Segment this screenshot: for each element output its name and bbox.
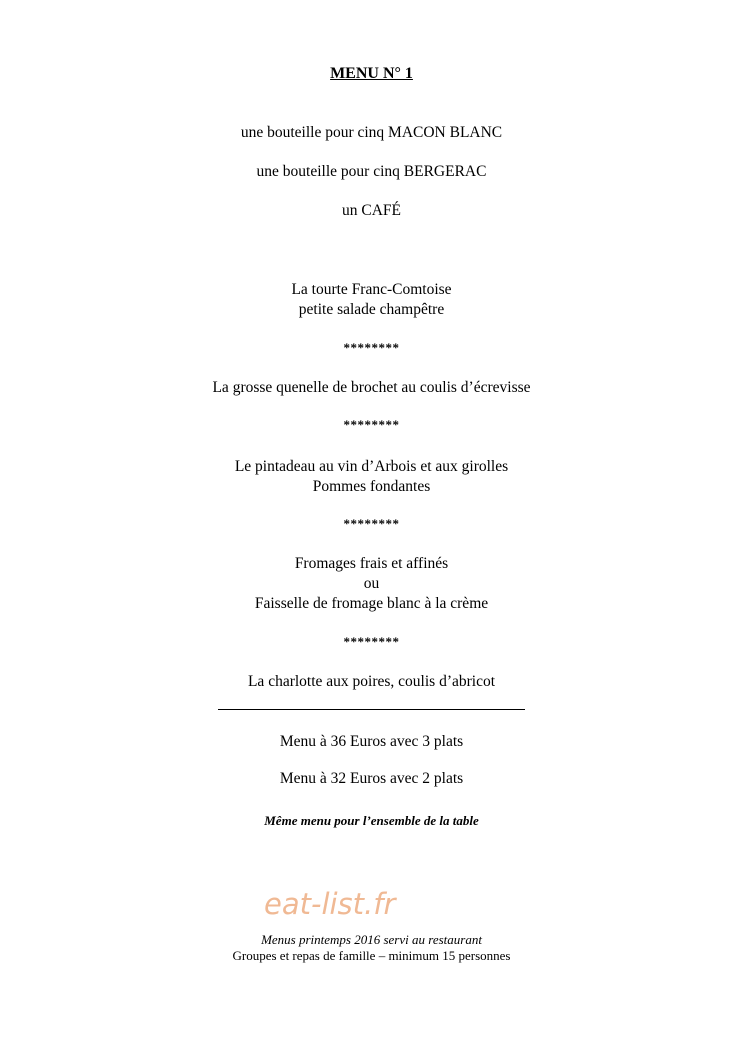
- drink-item-cafe: un CAFÉ: [342, 202, 401, 219]
- cheese-option-1: Fromages frais et affinés: [294, 555, 449, 572]
- footer-season: Menus printemps 2016 servi au restaurant: [261, 932, 482, 947]
- cheese-or: ou: [363, 575, 380, 592]
- price-2-courses: Menu à 32 Euros avec 2 plats: [279, 770, 464, 787]
- course-separator: ********: [343, 516, 400, 531]
- table-note: Même menu pour l’ensemble de la table: [264, 813, 479, 828]
- fish-dish: La grosse quenelle de brochet au coulis d’écrevisse: [212, 379, 531, 396]
- price-3-courses: Menu à 36 Euros avec 3 plats: [279, 733, 464, 750]
- price-divider: [218, 709, 525, 710]
- starter-side: petite salade champêtre: [298, 301, 445, 318]
- footer-groups: Groupes et repas de famille – minimum 15 personnes: [232, 948, 511, 963]
- main-dish: Le pintadeau au vin d’Arbois et aux girolles: [234, 458, 509, 475]
- starter-dish: La tourte Franc-Comtoise: [291, 281, 452, 298]
- course-separator: ********: [343, 417, 400, 432]
- course-separator: ********: [343, 340, 400, 355]
- drink-item-bergerac: une bouteille pour cinq BERGERAC: [256, 163, 487, 180]
- drink-item-macon: une bouteille pour cinq MACON BLANC: [240, 124, 503, 141]
- main-side: Pommes fondantes: [312, 478, 431, 495]
- watermark-logo: eat-list.fr: [264, 887, 396, 921]
- menu-title: MENU N° 1: [330, 65, 413, 82]
- dessert-dish: La charlotte aux poires, coulis d’abricot: [247, 673, 496, 690]
- course-separator: ********: [343, 634, 400, 649]
- cheese-option-2: Faisselle de fromage blanc à la crème: [254, 595, 489, 612]
